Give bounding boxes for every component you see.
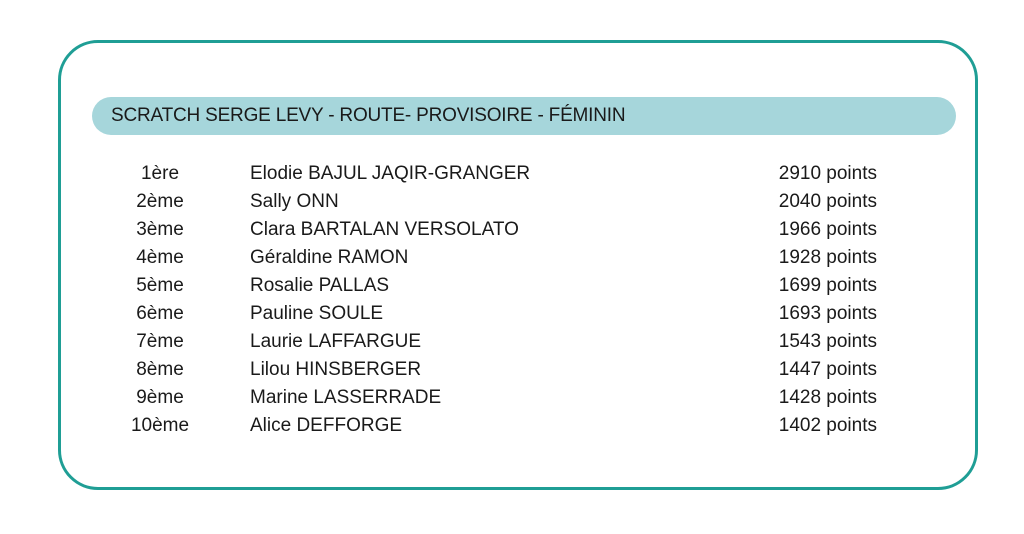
rank-label: 3ème [136,219,184,240]
title-bar [92,97,956,135]
ranking-row [0,384,1024,412]
ranking-row [0,160,1024,188]
athlete-name: Sally ONN [250,191,339,212]
rank-label: 4ème [136,247,184,268]
ranking-row [0,300,1024,328]
rank-label: 8ème [136,359,184,380]
rank-label: 2ème [136,191,184,212]
athlete-name: Rosalie PALLAS [250,275,390,296]
points-value: 1699 points [778,275,877,296]
rank-label: 7ème [136,331,184,352]
athlete-name: Alice DEFFORGE [250,415,403,436]
points-value: 1693 points [778,303,877,324]
ranking-row [0,412,1024,440]
ranking-row [0,328,1024,356]
ranking-list [0,160,1024,440]
ranking-title: SCRATCH SERGE LEVY - ROUTE- PROVISOIRE - FÉMININ [111,105,626,126]
points-value: 2910 points [778,163,877,184]
ranking-row [0,188,1024,216]
ranking-row [0,244,1024,272]
athlete-name: Clara BARTALAN VERSOLATO [250,219,519,240]
ranking-row [0,216,1024,244]
rank-label: 1ère [140,163,180,184]
athlete-name: Lilou HINSBERGER [250,359,422,380]
rank-label: 10ème [130,415,190,436]
athlete-name: Géraldine RAMON [250,247,409,268]
rank-label: 5ème [136,275,184,296]
points-value: 1928 points [778,247,877,268]
athlete-name: Marine LASSERRADE [250,387,442,408]
points-value: 1966 points [778,219,877,240]
ranking-row [0,272,1024,300]
points-value: 1543 points [778,331,877,352]
rank-label: 9ème [136,387,184,408]
points-value: 1447 points [778,359,877,380]
athlete-name: Pauline SOULE [250,303,384,324]
athlete-name: Elodie BAJUL JAQIR-GRANGER [250,163,531,184]
points-value: 1402 points [778,415,877,436]
points-value: 2040 points [778,191,877,212]
points-value: 1428 points [778,387,877,408]
rank-label: 6ème [136,303,184,324]
ranking-row [0,356,1024,384]
athlete-name: Laurie LAFFARGUE [250,331,422,352]
